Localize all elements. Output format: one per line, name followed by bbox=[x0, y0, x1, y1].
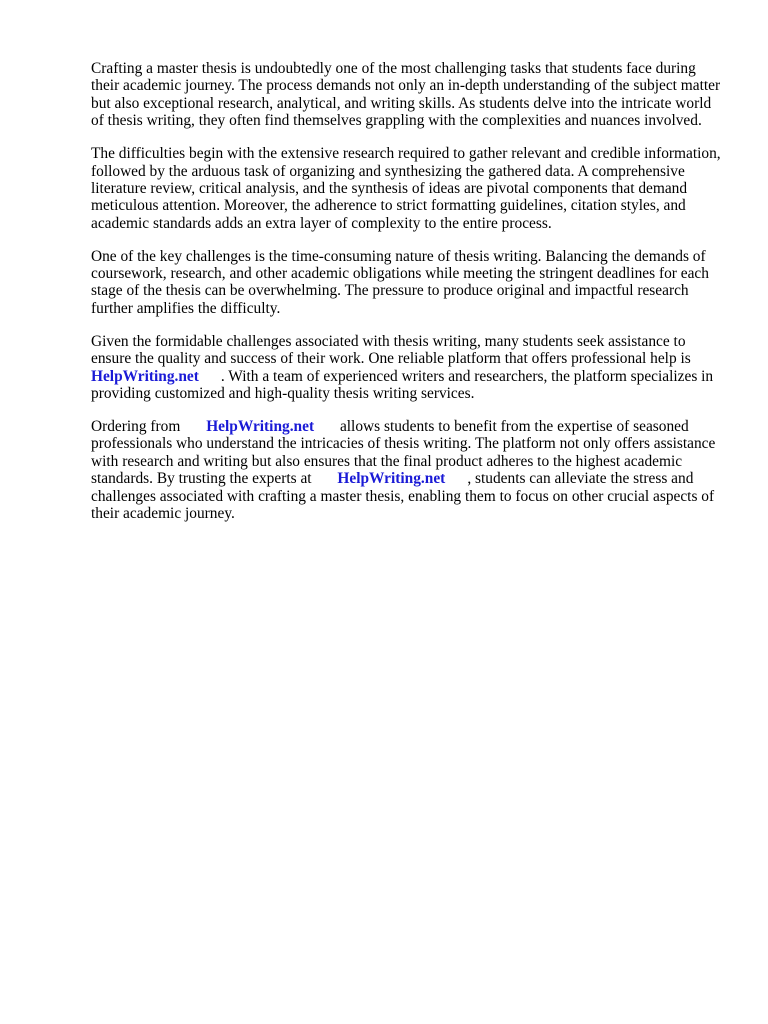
paragraph-difficulties-text: The difficulties begin with the extensive research required to gather relevant and credible information, followed by the arduous task of organizing and synthesizing the gathered data. A comprehensive literature review, critical analysis, and the synthesis of ideas are pivotal components that demand meticulous attention. Moreover, the adherence to strict formatting guidelines, citation styles, and academic standards adds an extra layer of complexity to the entire process. bbox=[91, 145, 721, 232]
paragraph-ordering-text-before: Ordering from bbox=[91, 417, 181, 435]
paragraph-intro-text: Crafting a master thesis is undoubtedly one of the most challenging tasks that students face during their academic journey. The process demands not only an in-depth understanding of the subject matter but also exceptional research, analytical, and writing skills. As students delve into the intricate world of thesis writing, they often find themselves grappling with the complexities and nuances involved. bbox=[91, 60, 721, 130]
paragraph-challenges bbox=[91, 248, 723, 318]
paragraph-difficulties bbox=[91, 145, 723, 232]
paragraph-assistance-text-after: . With a team of experienced writers and researchers, the platform specializes in providing customized and high-quality thesis writing services. bbox=[91, 367, 714, 402]
helpwriting-link-2[interactable]: HelpWriting.net bbox=[206, 417, 315, 435]
paragraph-ordering-text-after: , students can alleviate the stress and challenges associated with crafting a master thesis, enabling them to focus on other crucial aspects of their academic journey. bbox=[91, 470, 715, 522]
helpwriting-link-1[interactable]: HelpWriting.net bbox=[91, 367, 199, 385]
paragraph-intro bbox=[91, 60, 723, 130]
paragraph-assistance bbox=[91, 333, 723, 403]
helpwriting-link-3[interactable]: HelpWriting.net bbox=[337, 470, 446, 488]
document-page bbox=[91, 60, 723, 538]
paragraph-ordering bbox=[91, 418, 723, 522]
paragraph-ordering-text-middle: allows students to benefit from the expertise of seasoned professionals who understand the intricacies of thesis writing. The platform not only offers assistance with research and writing but also ensures that the final product adheres to the highest academic standards. By trusting the experts at bbox=[91, 417, 716, 488]
paragraph-challenges-text: One of the key challenges is the time-consuming nature of thesis writing. Balancing the demands of coursework, research, and other academic obligations while meeting the stringent deadlines for each stage of the thesis can be overwhelming. The pressure to produce original and impactful research further amplifies the difficulty. bbox=[91, 247, 709, 317]
paragraph-assistance-text-before: Given the formidable challenges associated with thesis writing, many students seek assistance to ensure the quality and success of their work. One reliable platform that offers professional help is bbox=[91, 332, 691, 368]
